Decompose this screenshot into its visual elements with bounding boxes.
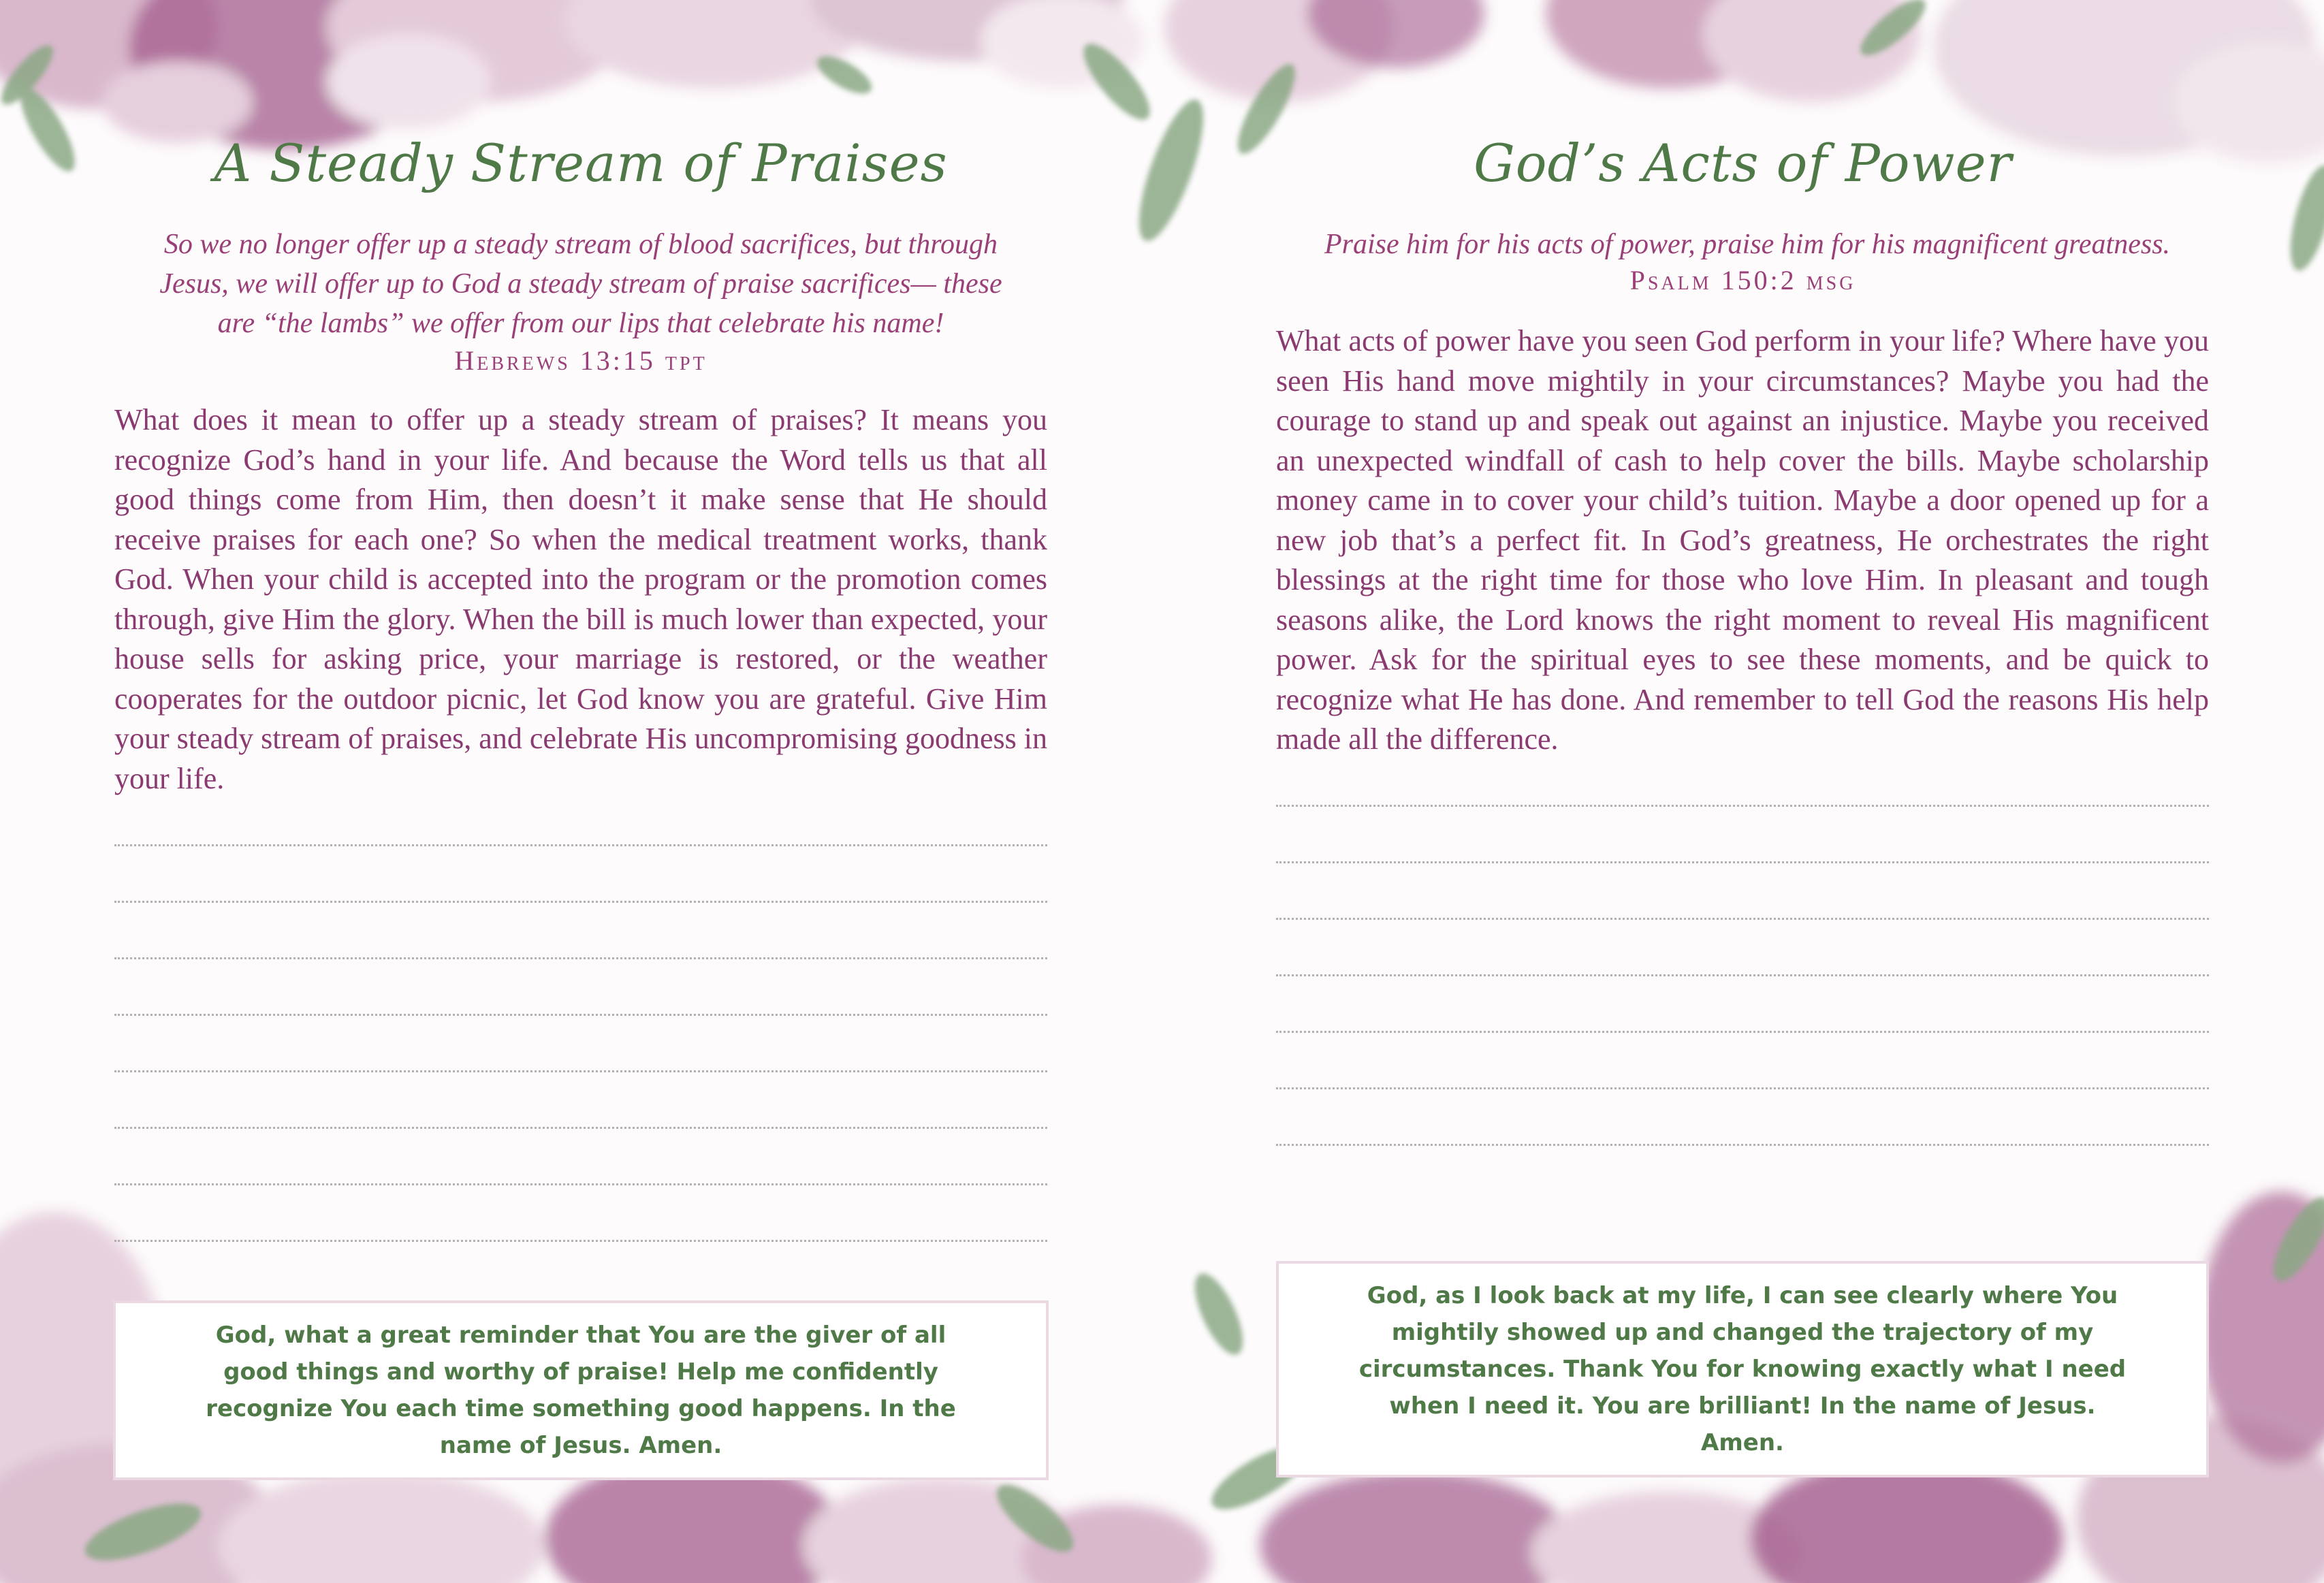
writing-line	[1276, 920, 2209, 976]
right-page-body: What acts of power have you seen God perform in your life? Where have you seen His hand move mightily in your circumstances? Maybe you had the courage to stand up and speak out against an injustice. Maybe you received an unexpected windfall of cash to help cover the bills. Maybe scholarship money came in to cover your child’s tuition. Maybe a door opened up for a new job that’s a perfect fit. In God’s greatness, He orchestrates the right blessings at the right time for those who love Him. In pleasant and tough seasons alike, the Lord knows the right moment to reveal His magnificent power. Ask for the spiritual eyes to see these moments, and be quick to recognize what He has done. And remember to tell God the reasons His help made all the difference.	[1276, 324, 2209, 756]
left-page-title: A Steady Stream of Praises	[214, 133, 948, 193]
writing-line	[114, 1129, 1047, 1185]
right-page-verse-reference: Psalm 150:2 msg	[1629, 265, 1856, 295]
writing-line	[114, 790, 1047, 846]
writing-line	[1276, 1089, 2209, 1146]
writing-line	[1276, 1033, 2209, 1089]
right-page-prayer-box	[1276, 1261, 2209, 1477]
writing-line	[114, 1072, 1047, 1129]
writing-line	[1276, 863, 2209, 920]
right-page-verse: Praise him for his acts of power, praise him for his magnificent greatness.	[1324, 229, 2171, 260]
writing-line	[1276, 807, 2209, 863]
left-page-body: What does it mean to offer up a steady stream of praises? It means you recognize God’s hand in your life. And because the Word tells us that all good things come from Him, then doesn’t it make sense that He should receive praises for each one? So when the medical treatment works, thank God. When your child is accepted into the program or the promotion comes through, give Him the glory. When the bill is much lower than expected, your house sells for asking price, your marriage is restored, or the weather cooperates for the outdoor picnic, let God know you are grateful. Give Him your steady stream of praises, and celebrate His uncompromising goodness in your life.	[114, 403, 1047, 795]
writing-line	[1276, 976, 2209, 1033]
right-page-prayer: God, as I look back at my life, I can see clearly where You mightily showed up and changed the trajectory of my circumstances. Thank You for knowing exactly what I need when I need it. You are brilliant! In the name of Jesus. Amen.	[1358, 1282, 2127, 1456]
left-page-verse-reference: Hebrews 13:15 tpt	[454, 345, 707, 376]
left-page-verse: So we no longer offer up a steady stream of blood sacrifices, but through Jesus, we will offer up to God a steady stream of praise sacrifices— these are “the lambs” we offer from our lips that celebrate his name!	[159, 229, 1002, 339]
writing-line	[114, 959, 1047, 1016]
left-page-prayer-box	[113, 1300, 1049, 1480]
right-page-writing-lines	[1276, 750, 2209, 1146]
writing-line	[1276, 750, 2209, 807]
left-page-writing-lines	[114, 790, 1047, 1242]
writing-line	[114, 903, 1047, 959]
right-page-title: God’s Acts of Power	[1474, 133, 2012, 193]
left-page-prayer: God, what a great reminder that You are the giver of all good things and worthy of praise! Help me confidently recognize You each time something good happens. In the name of Jesus. Amen.	[206, 1322, 956, 1459]
right-page	[1162, 0, 2324, 1583]
writing-line	[114, 846, 1047, 903]
writing-line	[114, 1016, 1047, 1072]
writing-line	[114, 1185, 1047, 1242]
